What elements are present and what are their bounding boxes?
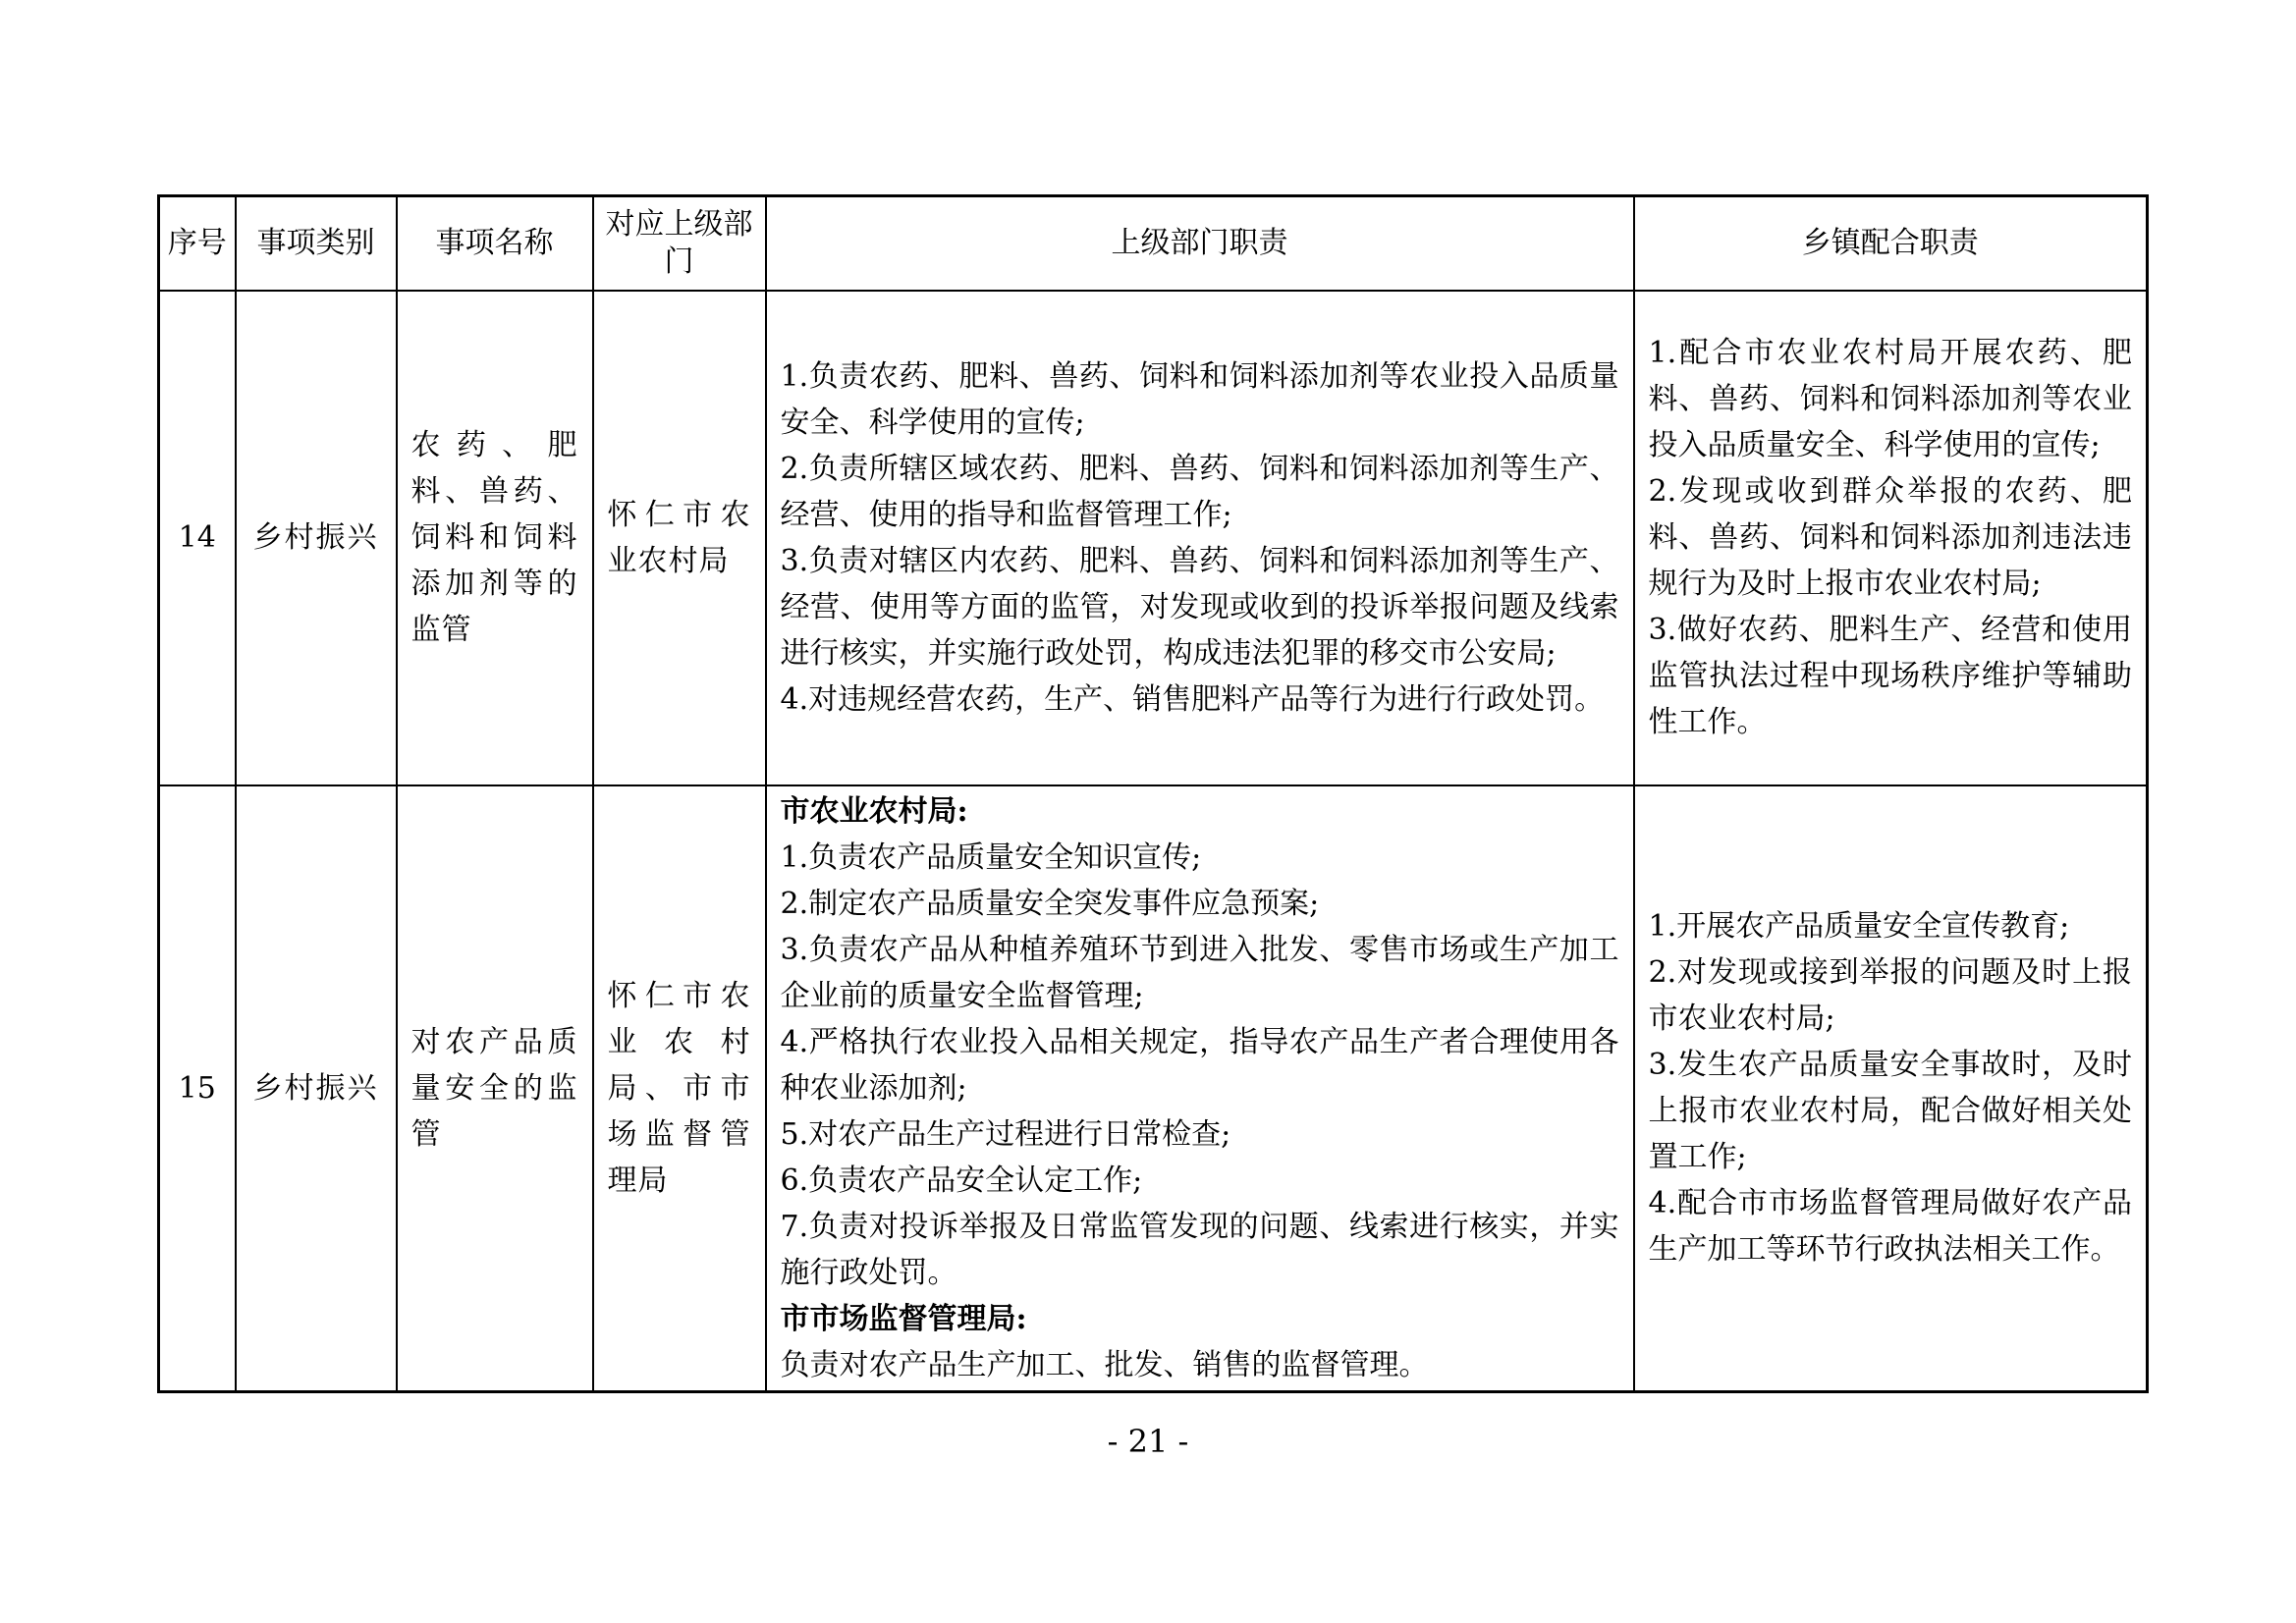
duty-table (157, 194, 2149, 1393)
header-upper-duties: 上级部门职责 (766, 196, 1634, 291)
town-duties (1634, 291, 2148, 785)
duty-item: 3.做好农药、肥料生产、经营和使用监管执法过程中现场秩序维护等辅助性工作。 (1648, 613, 2132, 739)
item-name: 对农产品质量安全的监管 (397, 785, 593, 1392)
duty-item: 2.发现或收到群众举报的农药、肥料、兽药、饲料和饲料添加剂违法违规行为及时上报市农业农村局; (1648, 474, 2132, 601)
duty-item: 1.负责农产品质量安全知识宣传; (780, 839, 1202, 875)
item-category: 乡村振兴 (236, 291, 397, 785)
department: 怀仁市农业农村局、市市场监督管理局 (593, 785, 766, 1392)
table-row (159, 785, 2148, 1392)
duty-item: 4.配合市市场监督管理局做好农产品生产加工等环节行政执法相关工作。 (1648, 1186, 2132, 1268)
upper-duties (766, 291, 1634, 785)
row-number: 14 (159, 291, 236, 785)
agriculture-bureau-heading: 市农业农村局: (780, 793, 968, 829)
header-no: 序号 (159, 196, 236, 291)
town-duties (1634, 785, 2148, 1392)
duty-item: 1.负责农药、肥料、兽药、饲料和饲料添加剂等农业投入品质量安全、科学使用的宣传; (780, 358, 1619, 440)
upper-duties (766, 785, 1634, 1392)
duty-item: 3.发生农产品质量安全事故时，及时上报市农业农村局，配合做好相关处置工作; (1648, 1048, 2132, 1175)
duty-item: 2.负责所辖区域农药、肥料、兽药、饲料和饲料添加剂等生产、经营、使用的指导和监督管理工作; (780, 451, 1619, 532)
header-item-name: 事项名称 (397, 196, 593, 291)
item-category: 乡村振兴 (236, 785, 397, 1392)
duty-item: 3.负责对辖区内农药、肥料、兽药、饲料和饲料添加剂等生产、经营、使用等方面的监管，对发现或收到的投诉举报问题及线索进行核实，并实施行政处罚，构成违法犯罪的移交市公安局; (780, 543, 1619, 671)
duty-item: 2.制定农产品质量安全突发事件应急预案; (780, 886, 1320, 921)
header-department: 对应上级部门 (593, 196, 766, 291)
duty-item: 1.配合市农业农村局开展农药、肥料、兽药、饲料和饲料添加剂等农业投入品质量安全、科学使用的宣传; (1648, 336, 2132, 462)
table-header-row (159, 196, 2148, 291)
item-name: 农药、肥料、兽药、饲料和饲料添加剂等的监管 (397, 291, 593, 785)
duty-item: 2.对发现或接到举报的问题及时上报市农业农村局; (1648, 955, 2132, 1037)
duty-item: 负责对农产品生产加工、批发、销售的监督管理。 (780, 1347, 1429, 1382)
duty-item: 7.负责对投诉举报及日常监管发现的问题、线索进行核实，并实施行政处罚。 (780, 1209, 1619, 1290)
row-number: 15 (159, 785, 236, 1392)
duty-item: 4.严格执行农业投入品相关规定，指导农产品生产者合理使用各种农业添加剂; (780, 1024, 1619, 1106)
table-row (159, 291, 2148, 785)
duty-item: 4.对违规经营农药，生产、销售肥料产品等行为进行行政处罚。 (780, 681, 1605, 717)
page-number: - 21 - (1107, 1423, 1189, 1460)
duty-item: 6.负责农产品安全认定工作; (780, 1163, 1143, 1198)
header-category: 事项类别 (236, 196, 397, 291)
duty-item: 1.开展农产品质量安全宣传教育; (1648, 909, 2070, 945)
header-town-duties: 乡镇配合职责 (1634, 196, 2148, 291)
duty-item: 3.负责农产品从种植养殖环节到进入批发、零售市场或生产加工企业前的质量安全监督管理; (780, 932, 1619, 1013)
department: 怀仁市农业农村局 (593, 291, 766, 785)
market-bureau-heading: 市市场监督管理局: (780, 1301, 1027, 1336)
duty-item: 5.对农产品生产过程进行日常检查; (780, 1116, 1231, 1152)
